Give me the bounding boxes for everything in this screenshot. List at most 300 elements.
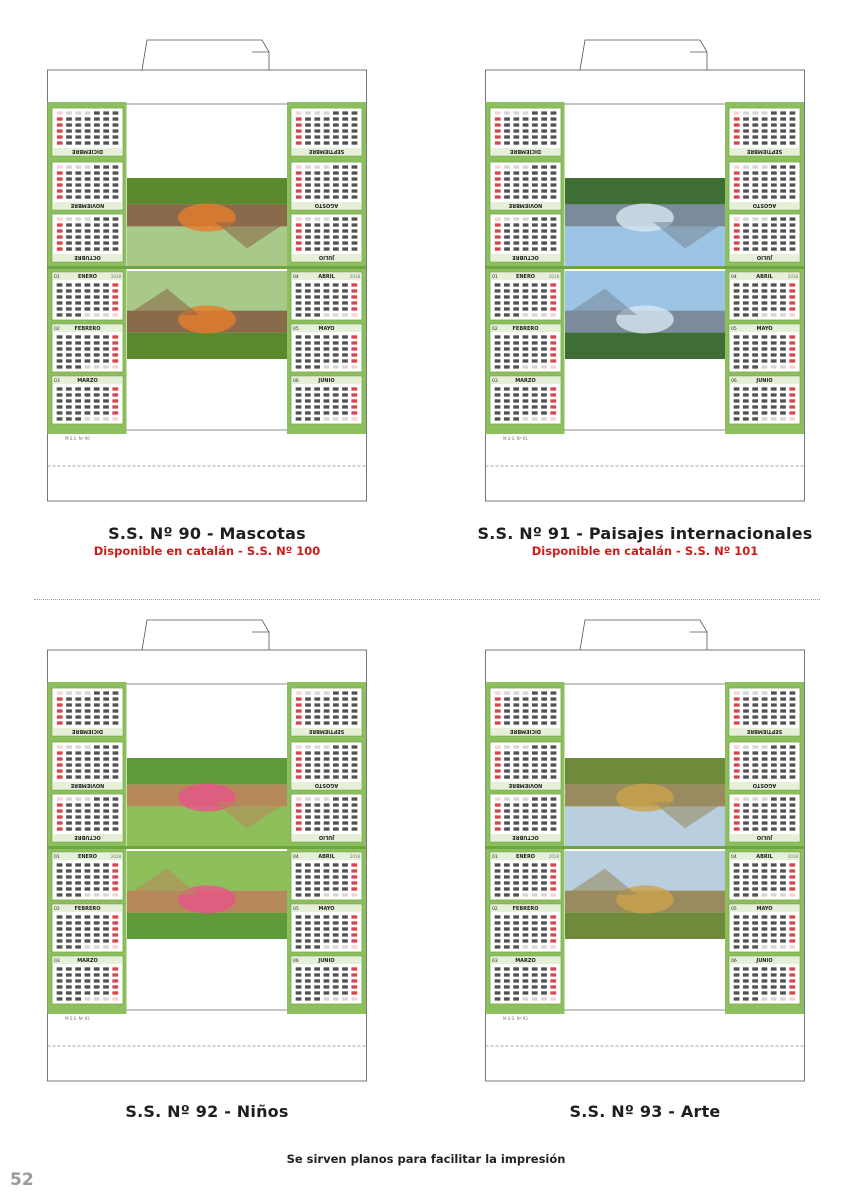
calendar-day (743, 341, 749, 344)
calendar-day (541, 229, 547, 232)
calendar-day (324, 809, 330, 812)
calendar-day (752, 353, 758, 356)
calendar-day (296, 171, 302, 174)
month-block (291, 794, 362, 842)
calendar-day (57, 703, 63, 706)
calendar-day (85, 353, 91, 356)
calendar-day (523, 775, 529, 778)
calendar-day (495, 991, 501, 994)
calendar-day (541, 821, 547, 824)
calendar-day (495, 141, 501, 144)
calendar-day (342, 301, 348, 304)
calendar-day (752, 229, 758, 232)
calendar-day (541, 745, 547, 748)
month-year: 2018 (349, 274, 360, 280)
calendar-day (789, 881, 795, 884)
calendar-day (532, 869, 538, 872)
calendar-day (85, 997, 91, 1000)
calendar-day (551, 709, 557, 712)
calendar-day (113, 195, 119, 198)
calendar-day (66, 123, 72, 126)
calendar-day (75, 335, 81, 338)
calendar-day (296, 341, 302, 344)
month-block (52, 108, 123, 156)
calendar-day (790, 183, 796, 186)
calendar-day (734, 313, 740, 316)
calendar-day (532, 307, 538, 310)
calendar-day (495, 797, 501, 800)
calendar-day (743, 223, 749, 226)
calendar-day (305, 927, 311, 930)
month-number: 03 (54, 379, 60, 385)
calendar-day (513, 171, 519, 174)
calendar-day (94, 893, 100, 896)
calendar-day (94, 985, 100, 988)
calendar-day (314, 803, 320, 806)
calendar-day (743, 289, 749, 292)
calendar-day (743, 945, 749, 948)
calendar-day (780, 939, 786, 942)
calendar-day (342, 353, 348, 356)
calendar-day (351, 359, 357, 362)
calendar-day (342, 921, 348, 924)
month-number: 06 (293, 959, 299, 965)
calendar-day (352, 797, 358, 800)
calendar-day (296, 347, 302, 350)
calendar-day (75, 809, 81, 812)
image-ground (127, 178, 287, 204)
calendar-day (752, 827, 758, 830)
calendar-day (495, 973, 501, 976)
calendar-day (771, 745, 777, 748)
calendar-day (94, 353, 100, 356)
calendar-day (324, 715, 330, 718)
calendar-day (94, 117, 100, 120)
calendar-day (103, 945, 109, 948)
calendar-day (57, 921, 63, 924)
calendar-day (342, 927, 348, 930)
calendar-day (541, 709, 547, 712)
calendar-day (532, 235, 538, 238)
calendar-day (75, 247, 81, 250)
center-green-band (48, 846, 367, 849)
calendar-day (75, 709, 81, 712)
month-name: MAYO (756, 906, 773, 913)
calendar-day (541, 241, 547, 244)
calendar-day (85, 887, 91, 890)
month-name: AGOSTO (752, 201, 777, 208)
calendar-day (495, 769, 501, 772)
month-block (52, 852, 123, 900)
calendar-day (523, 229, 529, 232)
calendar-day (324, 307, 330, 310)
calendar-day (94, 223, 100, 226)
calendar-day (523, 703, 529, 706)
section-divider (34, 599, 820, 600)
calendar-day (103, 775, 109, 778)
calendar-day (103, 721, 109, 724)
calendar-day (513, 991, 519, 994)
calendar-day (85, 289, 91, 292)
calendar-day (352, 129, 358, 132)
calendar-day (743, 821, 749, 824)
calendar-day (103, 313, 109, 316)
calendar-day (752, 915, 758, 918)
calendar-day (103, 111, 109, 114)
calendar-day (296, 709, 302, 712)
calendar-day (103, 135, 109, 138)
calendar-day (734, 869, 740, 872)
calendar-day (352, 821, 358, 824)
calendar-day (57, 195, 63, 198)
calendar-day (296, 307, 302, 310)
calendar-day (333, 821, 339, 824)
calendar-day (734, 985, 740, 988)
month-block (729, 162, 800, 210)
calendar-day (743, 247, 749, 250)
calendar-day (780, 691, 786, 694)
calendar-day (743, 939, 749, 942)
calendar-day (780, 347, 786, 350)
calendar-day (541, 933, 547, 936)
calendar-day (94, 289, 100, 292)
calendar-day (495, 863, 501, 866)
calendar-day (495, 405, 501, 408)
calendar-day (504, 171, 510, 174)
month-block (291, 324, 362, 372)
calendar-mockup (47, 38, 367, 503)
calendar-day (66, 769, 72, 772)
calendar-day (513, 763, 519, 766)
calendar-day (743, 405, 749, 408)
month-number: 01 (54, 855, 60, 861)
calendar-day (85, 797, 91, 800)
calendar-day (112, 933, 118, 936)
calendar-day (762, 815, 768, 818)
calendar-day (75, 135, 81, 138)
calendar-day (541, 283, 547, 286)
calendar-day (66, 117, 72, 120)
calendar-day (550, 335, 556, 338)
calendar-day (532, 881, 538, 884)
calendar-day (780, 775, 786, 778)
calendar-day (734, 171, 740, 174)
calendar-day (523, 223, 529, 226)
calendar-day (523, 967, 529, 970)
calendar-day (314, 715, 320, 718)
calendar-day (495, 945, 501, 948)
calendar-day (324, 195, 330, 198)
calendar-day (541, 967, 547, 970)
calendar-day (85, 417, 91, 420)
calendar-day (296, 751, 302, 754)
calendar-day (351, 915, 357, 918)
calendar-day (504, 241, 510, 244)
calendar-day (333, 745, 339, 748)
calendar-day (342, 289, 348, 292)
calendar-day (57, 973, 63, 976)
calendar-day (771, 335, 777, 338)
calendar-day (752, 709, 758, 712)
calendar-day (113, 117, 119, 120)
calendar-day (771, 223, 777, 226)
calendar-day (305, 751, 311, 754)
calendar-day (103, 927, 109, 930)
calendar-day (513, 921, 519, 924)
calendar-day (57, 875, 63, 878)
calendar-day (523, 189, 529, 192)
calendar-day (324, 341, 330, 344)
calendar-day (771, 763, 777, 766)
calendar-day (324, 301, 330, 304)
calendar-day (94, 921, 100, 924)
calendar-day (504, 393, 510, 396)
month-block (291, 162, 362, 210)
calendar-day (103, 129, 109, 132)
calendar-day (762, 691, 768, 694)
calendar-day (734, 183, 740, 186)
calendar-day (75, 183, 81, 186)
calendar-day (75, 827, 81, 830)
calendar-day (780, 135, 786, 138)
month-block (729, 852, 800, 900)
calendar-day (85, 283, 91, 286)
calendar-day (780, 875, 786, 878)
calendar-day (314, 827, 320, 830)
calendar-day (57, 411, 63, 414)
calendar-day (113, 111, 119, 114)
calendar-day (305, 939, 311, 942)
calendar-day (523, 751, 529, 754)
calendar-day (342, 997, 348, 1000)
calendar-day (352, 697, 358, 700)
calendar-day (752, 715, 758, 718)
calendar-day (94, 815, 100, 818)
calendar-day (94, 715, 100, 718)
calendar-day (103, 979, 109, 982)
calendar-day (734, 411, 740, 414)
calendar-day (743, 997, 749, 1000)
calendar-day (66, 875, 72, 878)
calendar-day (75, 815, 81, 818)
calendar-day (342, 697, 348, 700)
calendar-day (734, 229, 740, 232)
calendar-day (94, 399, 100, 402)
calendar-day (314, 177, 320, 180)
calendar-day (734, 821, 740, 824)
calendar-day (771, 973, 777, 976)
month-block (490, 742, 561, 790)
calendar-day (771, 881, 777, 884)
calendar-day (85, 405, 91, 408)
calendar-day (495, 775, 501, 778)
calendar-day (743, 869, 749, 872)
calendar-mockup (47, 618, 367, 1083)
calendar-day (103, 141, 109, 144)
calendar-day (66, 863, 72, 866)
calendar-day (94, 881, 100, 884)
month-name: DICIEMBRE (509, 727, 542, 734)
calendar-day (771, 709, 777, 712)
calendar-day (85, 341, 91, 344)
calendar-day (66, 387, 72, 390)
calendar-day (513, 915, 519, 918)
calendar-day (541, 313, 547, 316)
calendar-day (314, 399, 320, 402)
calendar-day (305, 769, 311, 772)
calendar-day (333, 195, 339, 198)
calendar-day (57, 863, 63, 866)
calendar-day (734, 405, 740, 408)
calendar-day (314, 165, 320, 168)
calendar-day (495, 195, 501, 198)
calendar-day (762, 335, 768, 338)
calendar-day (523, 797, 529, 800)
calendar-day (342, 335, 348, 338)
calendar-day (85, 691, 91, 694)
calendar-day (66, 869, 72, 872)
calendar-day (495, 353, 501, 356)
calendar-day (324, 997, 330, 1000)
calendar-day (495, 915, 501, 918)
calendar-day (57, 387, 63, 390)
calendar-day (314, 129, 320, 132)
calendar-day (333, 797, 339, 800)
calendar-day (762, 195, 768, 198)
calendar-day (324, 821, 330, 824)
calendar-day (333, 405, 339, 408)
calendar-day (743, 177, 749, 180)
calendar-day (743, 973, 749, 976)
calendar-day (113, 165, 119, 168)
calendar-day (550, 973, 556, 976)
calendar-day (112, 387, 118, 390)
calendar-day (94, 697, 100, 700)
calendar-day (504, 295, 510, 298)
calendar-day (75, 887, 81, 890)
calendar-day (734, 815, 740, 818)
calendar-day (532, 301, 538, 304)
calendar-day (296, 757, 302, 760)
calendar-day (112, 887, 118, 890)
calendar-day (504, 939, 510, 942)
calendar-day (771, 417, 777, 420)
calendar-day (305, 991, 311, 994)
calendar-day (513, 365, 519, 368)
calendar-day (75, 341, 81, 344)
calendar-day (305, 223, 311, 226)
calendar-day (66, 335, 72, 338)
calendar-day (305, 887, 311, 890)
calendar-day (790, 195, 796, 198)
calendar-day (66, 939, 72, 942)
month-number: 04 (293, 855, 299, 861)
calendar-day (75, 997, 81, 1000)
calendar-day (94, 129, 100, 132)
calendar-day (551, 751, 557, 754)
calendar-day (780, 797, 786, 800)
calendar-day (532, 691, 538, 694)
calendar-day (541, 721, 547, 724)
calendar-day (789, 863, 795, 866)
calendar-day (504, 183, 510, 186)
calendar-day (57, 217, 63, 220)
calendar-day (333, 769, 339, 772)
calendar-day (113, 715, 119, 718)
calendar-day (342, 399, 348, 402)
calendar-day (296, 973, 302, 976)
calendar-day (94, 991, 100, 994)
calendar-day (305, 387, 311, 390)
calendar-day (296, 141, 302, 144)
calendar-day (790, 821, 796, 824)
calendar-day (752, 123, 758, 126)
calendar-day (541, 979, 547, 982)
calendar-day (333, 721, 339, 724)
calendar-day (513, 341, 519, 344)
calendar-day (513, 715, 519, 718)
calendar-day (296, 241, 302, 244)
calendar-day (85, 763, 91, 766)
calendar-day (333, 751, 339, 754)
calendar-day (352, 111, 358, 114)
month-block (490, 324, 561, 372)
calendar-day (504, 135, 510, 138)
calendar-day (504, 165, 510, 168)
calendar-day (743, 171, 749, 174)
page-number: 52 (10, 1170, 34, 1190)
month-name: SEPTIEMBRE (308, 147, 345, 154)
calendar-day (495, 875, 501, 878)
calendar-day (75, 697, 81, 700)
calendar-day (112, 863, 118, 866)
calendar-day (57, 821, 63, 824)
calendar-day (352, 141, 358, 144)
calendar-day (103, 417, 109, 420)
calendar-day (734, 863, 740, 866)
calendar-day (351, 863, 357, 866)
month-name: JULIO (318, 833, 335, 840)
calendar-day (541, 893, 547, 896)
calendar-day (771, 691, 777, 694)
calendar-day (762, 165, 768, 168)
calendar-day (541, 775, 547, 778)
calendar-day (94, 313, 100, 316)
calendar-day (495, 283, 501, 286)
calendar-day (94, 933, 100, 936)
month-block (490, 904, 561, 952)
calendar-day (752, 189, 758, 192)
calendar-day (513, 307, 519, 310)
calendar-day (342, 881, 348, 884)
calendar-day (762, 721, 768, 724)
calendar-day (314, 123, 320, 126)
calendar-day (790, 171, 796, 174)
calendar-day (532, 241, 538, 244)
calendar-day (541, 117, 547, 120)
calendar-day (532, 751, 538, 754)
calendar-day (752, 691, 758, 694)
calendar-day (790, 769, 796, 772)
calendar-day (94, 757, 100, 760)
calendar-day (94, 939, 100, 942)
calendar-day (743, 775, 749, 778)
calendar-day (57, 295, 63, 298)
product-ss-90 (47, 38, 367, 558)
calendar-day (504, 751, 510, 754)
calendar-day (504, 703, 510, 706)
calendar-day (296, 405, 302, 408)
